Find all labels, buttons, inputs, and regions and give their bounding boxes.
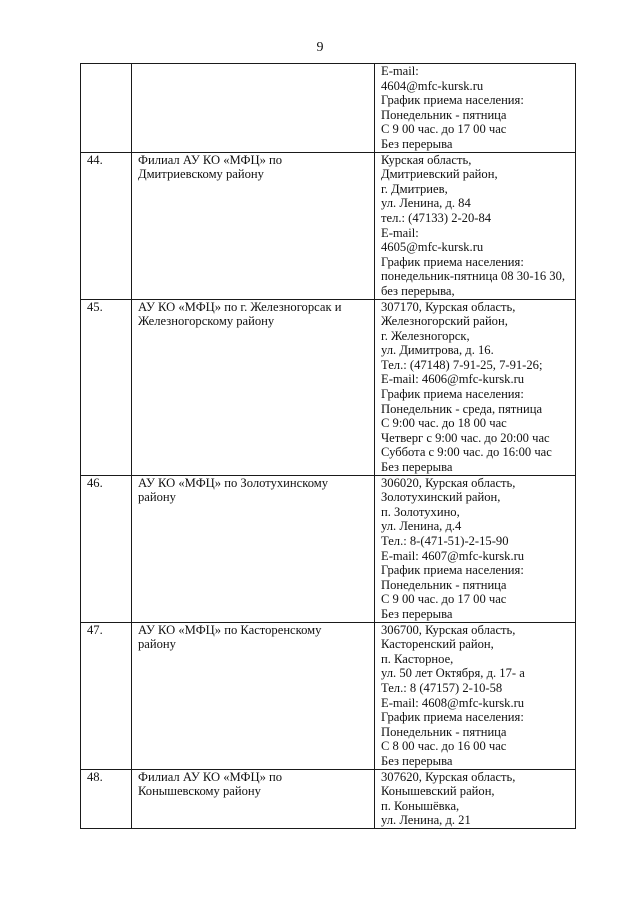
contact-info-line: E-mail: bbox=[381, 64, 419, 78]
contact-info-line: Четверг с 9:00 час. до 20:00 час bbox=[381, 430, 550, 445]
contact-info-cell bbox=[375, 475, 576, 622]
branch-name-cell bbox=[132, 64, 375, 153]
contact-info-line: E-mail: bbox=[381, 225, 419, 240]
branch-name-cell bbox=[132, 622, 375, 769]
contact-info-line: График приема населения: bbox=[381, 710, 524, 725]
branch-name-line: Филиал АУ КО «МФЦ» по bbox=[138, 152, 283, 167]
contact-info-cell bbox=[375, 152, 576, 299]
table-row bbox=[81, 64, 576, 153]
branch-name-line: Филиал АУ КО «МФЦ» по bbox=[138, 769, 283, 784]
contact-info-line: E-mail: 4606@mfc-kursk.ru bbox=[381, 372, 525, 387]
contact-info-line: тел.: (47133) 2-20-84 bbox=[381, 210, 492, 225]
table-body bbox=[81, 64, 576, 829]
contact-info-line: График приема населения: bbox=[381, 254, 524, 269]
mfc-branches-table bbox=[80, 63, 576, 829]
contact-info-line: Тел.: (47148) 7-91-25, 7-91-26; bbox=[381, 357, 543, 372]
contact-info-line: Конышевский район, bbox=[381, 784, 495, 799]
row-number: 46. bbox=[81, 475, 132, 622]
contact-info-line: 307170, Курская область, bbox=[381, 299, 516, 314]
contact-info-line: ул. Димитрова, д. 16. bbox=[381, 343, 494, 358]
contact-info-line: С 9 00 час. до 17 00 час bbox=[381, 592, 507, 607]
table-row bbox=[81, 769, 576, 828]
contact-info-line: Курская область, bbox=[381, 152, 472, 167]
contact-info-line: График приема населения: bbox=[381, 93, 524, 108]
branch-name-line: АУ КО «МФЦ» по Золотухинскому bbox=[138, 475, 329, 490]
contact-info-line: Понедельник - пятница bbox=[381, 107, 507, 122]
contact-info-line: Железногорский район, bbox=[381, 314, 508, 329]
branch-name-line: АУ КО «МФЦ» по г. Железногорсак и bbox=[138, 299, 342, 314]
branch-name-line: району bbox=[138, 637, 176, 652]
contact-info-line: 4605@mfc-kursk.ru bbox=[381, 240, 484, 255]
contact-info-line: п. Конышёвка, bbox=[381, 798, 460, 813]
row-number bbox=[81, 64, 132, 153]
contact-info-line: Тел.: 8 (47157) 2-10-58 bbox=[381, 680, 503, 695]
branch-name-cell bbox=[132, 769, 375, 828]
contact-info-line: Касторенский район, bbox=[381, 637, 494, 652]
contact-info-line: ул. Ленина, д. 21 bbox=[381, 813, 471, 828]
contact-info-line: 306020, Курская область, bbox=[381, 475, 516, 490]
contact-info-line: С 9:00 час. до 18 00 час bbox=[381, 416, 507, 431]
contact-info-line: E-mail: 4607@mfc-kursk.ru bbox=[381, 548, 525, 563]
contact-info-line: Понедельник - пятница bbox=[381, 724, 507, 739]
branch-name-line: Железногорскому району bbox=[138, 314, 275, 329]
contact-info-line: С 9 00 час. до 17 00 час bbox=[381, 122, 507, 137]
branch-name-line: Конышевскому району bbox=[138, 784, 261, 799]
branch-name-cell bbox=[132, 475, 375, 622]
contact-info-line: Без перерыва bbox=[381, 460, 453, 475]
contact-info-line: E-mail: 4608@mfc-kursk.ru bbox=[381, 695, 525, 710]
contact-info-line: Без перерыва bbox=[381, 136, 453, 151]
contact-info-cell bbox=[375, 622, 576, 769]
table-row bbox=[81, 152, 576, 299]
branch-name-cell bbox=[132, 299, 375, 475]
contact-info-line: г. Дмитриев, bbox=[381, 181, 448, 196]
contact-info-line: ул. Ленина, д.4 bbox=[381, 519, 462, 534]
contact-info-cell bbox=[375, 769, 576, 828]
table-row bbox=[81, 299, 576, 475]
contact-info-line: 307620, Курская область, bbox=[381, 769, 516, 784]
page-number: 9 bbox=[316, 40, 324, 55]
contact-info-line: 306700, Курская область, bbox=[381, 622, 516, 637]
contact-info-line: График приема населения: bbox=[381, 563, 524, 578]
contact-info-line: Понедельник - пятница bbox=[381, 577, 507, 592]
contact-info-cell bbox=[375, 299, 576, 475]
contact-info-line: ул. 50 лет Октября, д. 17- а bbox=[381, 666, 525, 681]
row-number: 48. bbox=[81, 769, 132, 828]
table-row bbox=[81, 475, 576, 622]
contact-info-line: Без перерыва bbox=[381, 753, 453, 768]
contact-info-line: 4604@mfc-kursk.ru bbox=[381, 78, 484, 93]
row-number: 45. bbox=[81, 299, 132, 475]
row-number: 44. bbox=[81, 152, 132, 299]
contact-info-cell bbox=[375, 64, 576, 153]
branch-name-line: району bbox=[138, 490, 176, 505]
contact-info-line: Тел.: 8-(471-51)-2-15-90 bbox=[381, 534, 509, 548]
contact-info-line: без перерыва, bbox=[381, 283, 455, 298]
contact-info-line: Золотухинский район, bbox=[381, 490, 501, 505]
contact-info-line: С 8 00 час. до 16 00 час bbox=[381, 739, 507, 754]
contact-info-line: п. Касторное, bbox=[381, 651, 454, 666]
contact-info-line: ул. Ленина, д. 84 bbox=[381, 196, 471, 211]
contact-info-line: График приема населения: bbox=[381, 387, 524, 402]
branch-name-line: Дмитриевскому району bbox=[138, 167, 264, 182]
table-row bbox=[81, 622, 576, 769]
contact-info-line: г. Железногорск, bbox=[381, 328, 470, 343]
row-number: 47. bbox=[81, 622, 132, 769]
contact-info-line: п. Золотухино, bbox=[381, 504, 460, 519]
branch-name-line: АУ КО «МФЦ» по Касторенскому bbox=[138, 622, 322, 637]
branch-name-cell bbox=[132, 152, 375, 299]
contact-info-line: Суббота с 9:00 час. до 16:00 час bbox=[381, 445, 552, 460]
contact-info-line: Дмитриевский район, bbox=[381, 167, 498, 182]
contact-info-line: Понедельник - среда, пятница bbox=[381, 401, 543, 416]
contact-info-line: понедельник-пятница 08 30-16 30, bbox=[381, 269, 566, 284]
contact-info-line: Без перерыва bbox=[381, 606, 453, 621]
